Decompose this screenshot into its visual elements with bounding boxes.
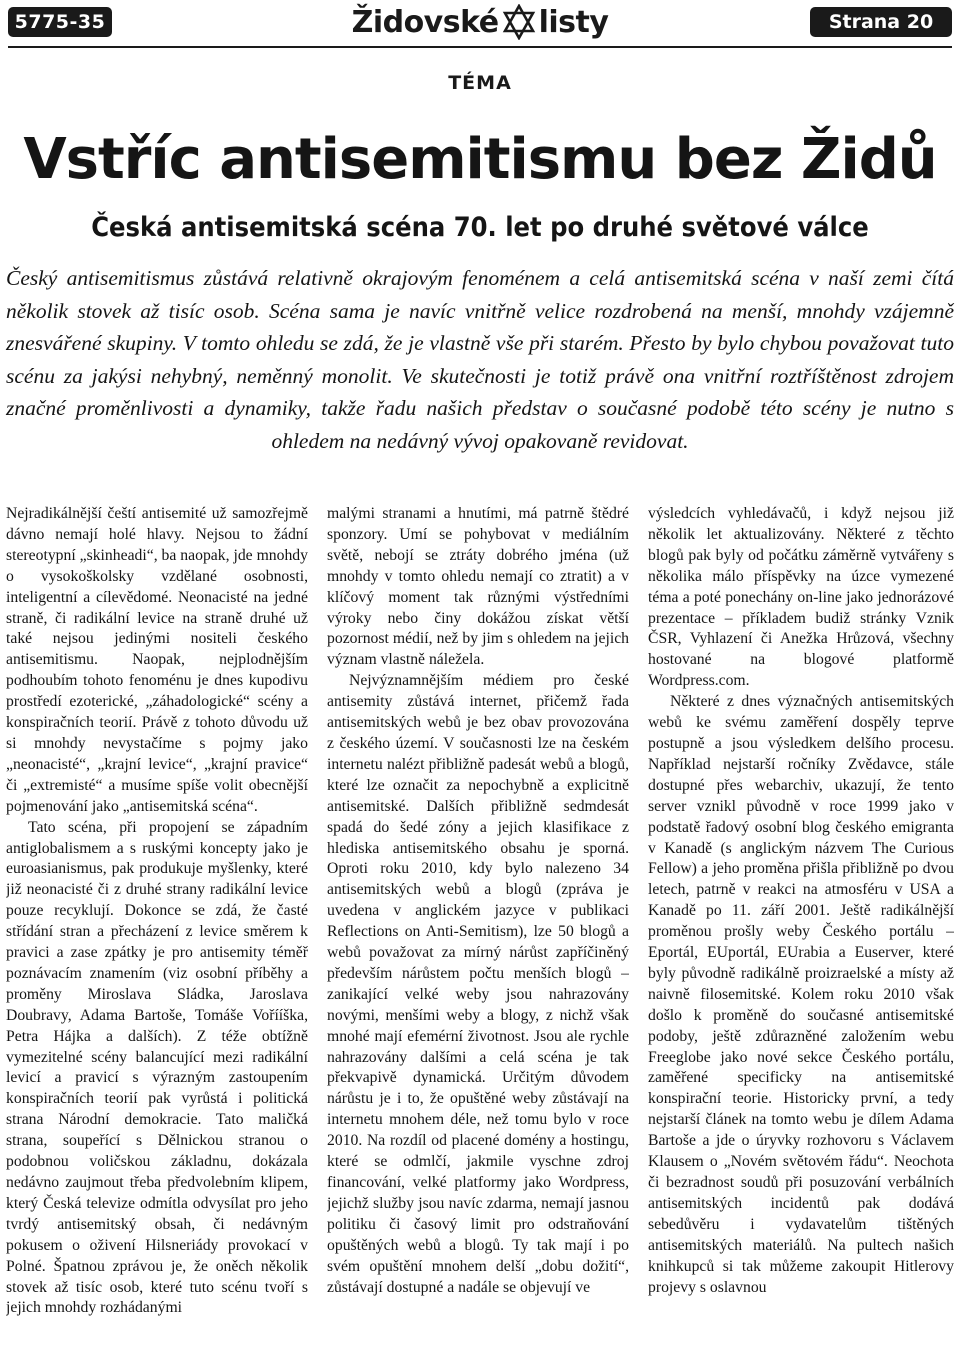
paragraph: malými stranami a hnutími, má patrně štědré sponzory. Umí se pohybovat v mediálním světě, nebojí se ztráty dobrého jména (už mnohdy v tomto ohledu nemají co ztratit) a v klíčový moment tak různými výstředními výroky nebo činy dokážou získat větší pozornost médií, než by jim s ohledem na jejich význam vlastně náležela. [327, 505, 629, 669]
paragraph: Tato scéna, při propojení se západním antiglobalismem a s ruskými koncepty jako je euroasianismus, pak produkuje myšlenky, které již neonacisté či z druhé strany radikální levice pouze recyklují. Dokonce se zdá, že časté střídání stran a přecházení z levice směrem k pravici a zase zpátky je pro antisemity téměř poznávacím znamením (viz osobní příběhy a proměny Miroslava Sládka, Jaroslava Doubravy, Adama Bartoše, Tomáše Vořííška, Petra Hájka a dalších). Z téže obtížně vymezitelné scény balancující mezi radikální levicí a pravicí s výrazným zastoupením konspiračních teorií pak vyrůstá i politická strana Národní demokracie. Tato maličká strana, soupeřící s Dělnickou stranou o podobnou voličskou základnu, dokázala nedávno zaujmout třeba předvolebním klipem, který Česká televize odmítla odvysílat pro jeho tvrdý antisemitský obsah, či nedávným pokusem o oživení Hilsneriády provokací v Polné. Špatnou zprávou je, že oněch několik stovek až tisíc osob, které tuto scénu tvoří s jejich mnohdy rozhádanými [6, 818, 308, 1317]
article-subheadline: Česká antisemitská scéna 70. let po druhé světové válce [91, 212, 869, 243]
paragraph: výsledcích vyhledávačů, i když nejsou již několik let aktualizovány. Některé z těchto blogů pak byly od počátku záměrně vytvářeny s několika málo příspěvky na úzce vymezené téma a poté ponechány on-line jako jednorázové prezentace – příkladem budiž stránky Vznik ČSR, Vyhlazení či Anežka Hrůzová, všechny hostované na blogové platformě Wordpress.com. [648, 505, 954, 690]
paragraph: Nejradikálnější čeští antisemité už samozřejmě dávno nemají holé hlavy. Nejsou to žádní stereotypní „skinheadi“, ba naopak, jde mnohdy o vysokoškolsky vzdělané osobnosti, inteligentní a cílevědomé. Neonacisté na jedné straně, či radikální levice na straně druhé už také nejsou jedinými nositeli českého antisemitismu. Naopak, nejplodnějším podhoubím tohoto fenoménu je dnes kupodivu prostředí ezoterické, „záhadologické“ scény a konspiračních teorií. Právě z tohoto důvodu už si mnohdy nevystačíme s pojmy jako „neonacisté“, „krajní levice“, „krajní pravice“ či „extremisté“ a musíme spíše volit obecnější pojmenování jako „antisemitská scéna“. [6, 505, 308, 815]
article-column-3 [648, 504, 954, 1346]
header-divider [8, 46, 952, 48]
paragraph: Některé z dnes význačných antisemitských webů ke svému zaměření dospěly teprve postupně a jsou výsledkem delšího procesu. Například nejstarší ročníky Zvědavce, stále dostupné přes webarchiv, ukazují, že tento server vznikl původně v roce 1999 jako v podstatě řadový osobní blog českého emigranta v Kanadě (s anglickým názvem The Curious Fellow) a jeho proměna přišla přibližně po dvou letech, patrně v reakci na atmosféru v USA a Kanadě po 11. září 2001. Ještě radikálnější proměnou prošly weby Českého portálu – Eportál, EUportál, EUrabia a Euserver, které byly původně radikálně proizraelské a místy až naivně filosemitské. Kolem roku 2010 však došlo k proměně do současné antisemitské podoby, ještě zdůrazněné založením webu Freeglobe jako nové sekce Českého portálu, zaměřené specificky na antisemitské konspirační teorie. Historicky první, a tedy nejstarší článek na tomto webu je dílem Adama Bartoše a jde o úryvky rozhovoru s Václavem Klausem o „Novém světovém řádu“. Neochota či bezradnost soudů při posuzování verbálních antisemitských incidentů pak dodává sebedůvěru i vydavatelům tištěných antisemitských materiálů. Na pultech našich knihkupců si tak můžeme zakoupit Hitlerovy projevy s oslavnou [648, 693, 954, 1296]
page-header [0, 0, 960, 46]
issue-code-badge: 5775-35 [8, 7, 112, 37]
article-headline: Vstříc antisemitismu bez Židů [23, 127, 937, 192]
section-label: TÉMA [448, 72, 512, 94]
masthead-word-2: listy [538, 4, 609, 40]
article-lead: Český antisemitismus zůstává relativně okrajovým fenoménem a celá antisemitská scéna v naší zemi čítá několik stovek až tisíc osob. Scéna sama je navíc vnitřně velice rozdrobená na menší, mnohdy vzájemně znesvářené skupiny. V tomto ohledu se zdá, že je vlastně vše při starém. Přesto by bylo chybou považovat tuto scénu za jakýsi nehybný, neměnný monolit. Ve skutečnosti je totiž právě ona vnitřní roztříštěnost zdrojem značné proměnlivosti a dynamiky, takže řadu našich představ o současné podobě této scény je nutno s ohledem na nedávný vývoj opakovaně revidovat. [6, 266, 954, 453]
publication-masthead [320, 2, 640, 42]
star-of-david-icon [501, 4, 537, 40]
article-column-1 [6, 504, 308, 1346]
article-column-2 [327, 504, 629, 1346]
masthead-word-1: Židovské [351, 4, 499, 40]
page-number-badge: Strana 20 [810, 7, 952, 37]
paragraph: Nejvýznamnějším médiem pro české antisemity zůstává internet, přičemž řada antisemitských webů je bez obav provozována z českého území. V současnosti lze na českém internetu nalézt přibližně padesát webů a blogů, které lze označit za nepochybně a explicitně antisemitské. Dalších přibližně sedmdesát spadá do šedé zóny a jejich klasifikace z hlediska antisemitského obsahu je sporná. Oproti roku 2010, kdy bylo nalezeno 34 antisemitských webů a blogů (zpráva je uvedena v anglickém jazyce v publikaci Reflections on Anti-Semitism), lze 50 blogů a webů považovat za mírný nárůst zapříčiněný především nárůstem počtu menších blogů – zanikající velké weby jsou nahrazovány novými, menšími weby a blogy, z nichž však mnohé mají efemérní životnost. Jsou ale rychle nahrazovány dalšími a celá scéna je tak překvapivě dynamická. Určitým důvodem nárůstu je i to, že opuštěné weby zůstávají na internetu mnohem déle, než tomu bylo v roce 2010. Na rozdíl od placené domény a hostingu, které se odmlčí, jakmile vyschne zdroj financování, velké platformy jako Wordpress, jejichž služby jsou navíc zdarma, nemají jasnou politiku či časový limit pro odstraňování opuštěných webů a blogů. Ty tak mají i po svém opuštění mnohem delší „dobu dožití“, zůstávají dostupné a nadále se objevují ve [327, 672, 629, 1296]
